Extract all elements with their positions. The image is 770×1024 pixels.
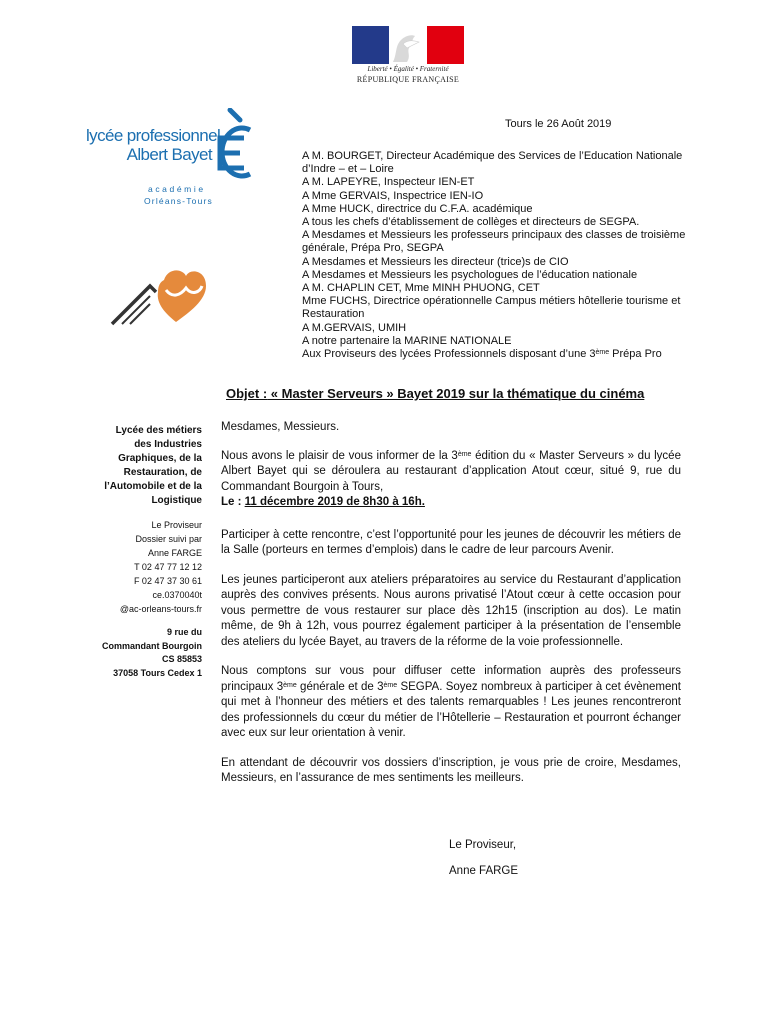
lycee-logo-line1: lycée professionnel <box>86 126 221 145</box>
contact-line: Anne FARGE <box>147 548 202 558</box>
republique-francaise-logo <box>352 26 464 92</box>
subject-text: « Master Serveurs » Bayet 2019 sur la thématique du cinéma <box>267 386 645 401</box>
event-date-line <box>221 495 681 511</box>
school-description-line: Restauration, de <box>123 467 202 478</box>
school-description-line: Logistique <box>151 495 202 506</box>
recipient-line: A Mesdames et Messieurs les psychologues de l’éducation nationale <box>302 268 638 281</box>
recipient-last-after: Prépa Pro <box>609 348 662 361</box>
address-line: Commandant Bourgoin <box>102 640 202 651</box>
recipient-line: A M. BOURGET, Directeur Académique des Services de l’Education Nationale <box>302 150 683 162</box>
recipient-line: Restauration <box>302 308 365 321</box>
recipient-line: A M.GERVAIS, UMIH <box>302 321 407 334</box>
intro-text-cont: édition du « Master Serveurs » du lycée Albert Bayet qui se déroulera au restaurant d’application Atout cœur, situé 9, rue du Commandant Bourgoin à Tours, <box>221 449 681 493</box>
paragraph-workshops: Les jeunes participeront aux ateliers préparatoires au service du Restaurant d’application auprès des convives présents. Nous aurons privatisé l’Atout cœur à cette occasion pour vous permettre de vous restaurer sur place dès 12h15 (inscription au dos). Le matin même, de 9h à 12h, vous pourrez également participer à la présentation de l’ensemble des ateliers du lycée Bayet, au travers de la réforme de la voie professionnelle. <box>221 573 681 648</box>
school-description-line: Lycée des métiers <box>115 425 202 436</box>
address-line: 9 rue du <box>166 627 202 637</box>
intro-text: Nous avons le plaisir de vous informer de la 3 <box>221 449 458 462</box>
paragraph-closing: En attendant de découvrir vos dossiers d’inscription, je vous prie de croire, Mesdames, Messieurs, en l’assurance de mes sentiments les meilleurs. <box>221 756 681 784</box>
letter-subject <box>226 386 644 401</box>
contact-line: Dossier suivi par <box>135 534 202 544</box>
contact-details <box>96 518 202 616</box>
recipient-line: A Mme GERVAIS, Inspectrice IEN-IO <box>302 189 484 202</box>
sender-sidebar <box>96 424 202 680</box>
recipient-line: d’Indre – et – Loire <box>302 163 394 176</box>
signature-name: Anne FARGE <box>449 865 519 877</box>
letter-body <box>221 420 681 801</box>
contact-fax: F 02 47 37 30 61 <box>133 576 202 586</box>
paragraph-diffusion <box>221 664 681 742</box>
diffusion-sup1: ème <box>283 681 297 689</box>
contact-email-user: ce.0370040t <box>152 590 202 600</box>
diffusion-text-c: SEGPA. Soyez nombreux à participer à cet évènement qui met à l’honneur des métiers et des talents remarquables ! Les jeunes rencontreront des professionnels du cœur du métier de l’Hôtellerie – Restauration et pourront échanger avec eux sur leur orientation à venir. <box>221 680 681 739</box>
school-description-line: l’Automobile et de la <box>104 481 202 492</box>
recipients-list <box>302 150 692 361</box>
contact-phone: T 02 47 77 12 12 <box>134 562 202 572</box>
recipient-line: A M. LAPEYRE, Inspecteur IEN-ET <box>302 176 475 189</box>
contact-email-domain: @ac-orleans-tours.fr <box>119 604 202 614</box>
republique-motto: Liberté • Égalité • Fraternité <box>367 65 449 73</box>
republique-name: RÉPUBLIQUE FRANÇAISE <box>356 75 460 84</box>
recipient-line-last <box>302 348 692 361</box>
school-description-line: des Industries <box>134 439 202 450</box>
address-line: 37058 Tours Cedex 1 <box>113 667 202 678</box>
school-description-line: Graphiques, de la <box>118 453 202 464</box>
diffusion-text-a: Nous comptons sur vous pour diffuser cette information auprès des professeurs principaux 3 <box>221 665 681 693</box>
event-date-label: Le : <box>221 496 245 508</box>
signature-title: Le Proviseur, <box>449 839 517 851</box>
recipient-line: A tous les chefs d’établissement de collèges et directeurs de SEGPA. <box>302 216 640 229</box>
school-description <box>96 424 202 508</box>
paragraph-intro <box>221 449 681 496</box>
lycee-albert-bayet-logo <box>86 108 256 210</box>
address-line: CS 85853 <box>161 654 202 664</box>
diffusion-text-b: générale et de 3 <box>296 680 384 693</box>
recipient-line: générale, Prépa Pro, SEGPA <box>302 242 444 255</box>
recipient-last-sup: ème <box>595 349 610 357</box>
recipient-line: A Mesdames et Messieurs les professeurs principaux des classes de troisième <box>302 229 686 242</box>
academie-e-icon <box>210 108 254 186</box>
campus-heart-house-logo <box>106 266 210 326</box>
event-date-value: 11 décembre 2019 de 8h30 à 16h. <box>244 496 425 508</box>
postal-address <box>96 626 202 680</box>
diffusion-sup2: ème <box>383 681 398 689</box>
lycee-logo-region: Orléans-Tours <box>144 196 213 206</box>
paragraph-opportunity: Participer à cette rencontre, c’est l’opportunité pour les jeunes de découvrir les métiers de la Salle (porteurs en termes d’emplois) dans le cadre de leur parcours Avenir. <box>221 528 681 556</box>
recipient-line: A Mesdames et Messieurs les directeur (trice)s de CIO <box>302 255 569 268</box>
recipient-line: A Mme HUCK, directrice du C.F.A. académique <box>302 202 533 215</box>
recipient-last-before: Aux Proviseurs des lycées Professionnels disposant d’une 3 <box>302 348 596 361</box>
recipient-line: Mme FUCHS, Directrice opérationnelle Campus métiers hôtellerie tourisme et <box>302 295 681 308</box>
subject-label: Objet : <box>226 386 268 401</box>
letter-date: Tours le 26 Août 2019 <box>505 118 612 130</box>
intro-sup: ème <box>457 450 472 458</box>
salutation: Mesdames, Messieurs. <box>221 421 340 433</box>
recipient-line: A M. CHAPLIN CET, Mme MINH PHUONG, CET <box>302 282 540 295</box>
lycee-logo-line2: Albert Bayet <box>126 145 212 164</box>
contact-line: Le Proviseur <box>151 520 202 530</box>
recipient-line: A notre partenaire la MARINE NATIONALE <box>302 334 512 347</box>
signature-block <box>449 832 518 884</box>
marianne-flag-icon <box>352 26 464 64</box>
lycee-logo-academie: académie <box>148 184 206 194</box>
